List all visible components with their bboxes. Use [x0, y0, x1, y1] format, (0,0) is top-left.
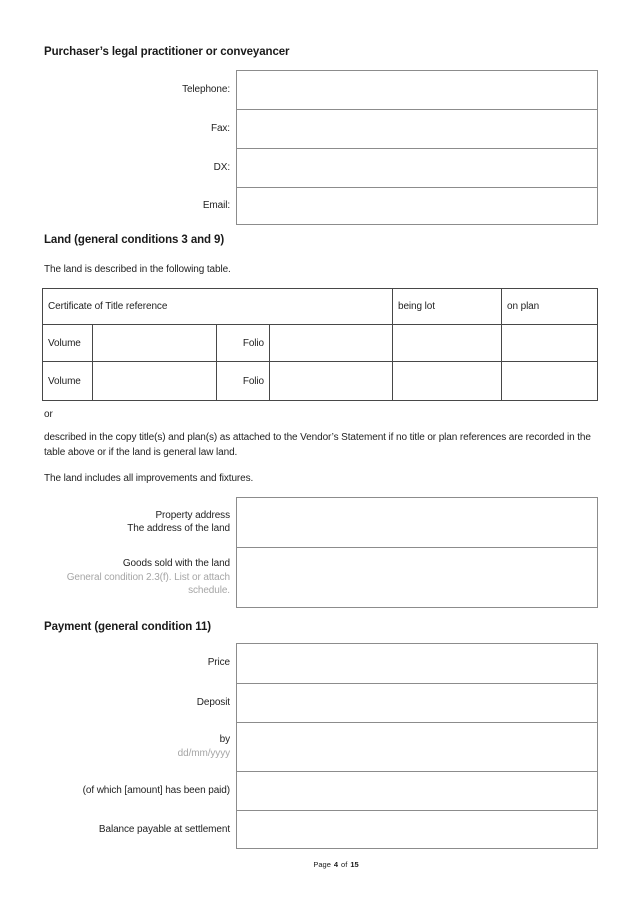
field-row-deposit-by — [0, 722, 598, 771]
land-includes-text: The land includes all improvements and fixtures. — [44, 473, 254, 484]
footer-total-pages: 15 — [350, 860, 359, 869]
property-address-label-line1: Property address — [155, 509, 230, 521]
goods-label: Goods sold with the land — [122, 558, 230, 570]
table-header-title: Certificate of Title reference — [43, 289, 393, 325]
property-address-label-line2: The address of the land — [127, 523, 230, 534]
price-input[interactable] — [236, 643, 598, 683]
being-lot-input-row2[interactable] — [393, 362, 502, 400]
field-row-dx — [0, 148, 598, 187]
practitioner-fieldgroup — [0, 70, 598, 225]
telephone-label: Telephone: — [182, 83, 230, 95]
table-header-on-plan: on plan — [502, 289, 597, 325]
land-title-table — [42, 288, 598, 401]
on-plan-input-row1[interactable] — [502, 325, 597, 362]
land-description-text: described in the copy title(s) and plan(s) as attached to the Vendor’s Statement if no title or plan references are recorded in the table above or if the land is general law land. — [44, 432, 591, 458]
volume-input-row1[interactable] — [93, 325, 217, 362]
field-row-goods — [0, 547, 598, 608]
folio-label-row1: Folio — [217, 325, 270, 362]
property-fieldgroup — [0, 497, 598, 608]
or-text: or — [44, 409, 53, 420]
telephone-input[interactable] — [236, 70, 598, 109]
volume-input-row2[interactable] — [93, 362, 217, 400]
deposit-input[interactable] — [236, 683, 598, 722]
field-row-property-address — [0, 497, 598, 547]
fax-input[interactable] — [236, 109, 598, 148]
land-intro-text: The land is described in the following table. — [44, 264, 231, 275]
goods-input[interactable] — [236, 547, 598, 608]
footer-page-label: Page — [313, 860, 331, 869]
footer-of-label: of — [341, 860, 348, 869]
payment-fieldgroup — [0, 643, 598, 849]
field-row-price — [0, 643, 598, 683]
amount-paid-label: (of which [amount] has been paid) — [82, 784, 230, 796]
footer-page-number: 4 — [333, 860, 339, 869]
section-heading-land: Land (general conditions 3 and 9) — [44, 234, 225, 246]
on-plan-input-row2[interactable] — [502, 362, 597, 400]
amount-paid-input[interactable] — [236, 771, 598, 810]
deposit-by-label-block — [0, 722, 230, 771]
deposit-by-hint: dd/mm/yyyy — [177, 747, 230, 759]
field-row-fax — [0, 109, 598, 148]
property-address-label — [0, 497, 230, 547]
page-footer — [36, 860, 636, 869]
field-row-deposit — [0, 683, 598, 722]
deposit-by-date-input[interactable] — [236, 722, 598, 771]
section-heading-payment: Payment (general condition 11) — [44, 621, 211, 633]
email-input[interactable] — [236, 187, 598, 225]
price-label: Price — [207, 657, 230, 669]
volume-label-row2: Volume — [43, 362, 93, 400]
deposit-label: Deposit — [196, 696, 230, 708]
field-row-balance — [0, 810, 598, 849]
folio-input-row1[interactable] — [270, 325, 393, 362]
dx-input[interactable] — [236, 148, 598, 187]
field-row-telephone — [0, 70, 598, 109]
field-row-email — [0, 187, 598, 225]
being-lot-input-row1[interactable] — [393, 325, 502, 362]
goods-label-block — [0, 547, 230, 608]
folio-input-row2[interactable] — [270, 362, 393, 400]
folio-label-row2: Folio — [217, 362, 270, 400]
property-address-input[interactable] — [236, 497, 598, 547]
email-label: Email: — [202, 200, 230, 212]
goods-hint-text: General condition 2.3(f). List or attach schedule. — [66, 571, 230, 597]
fax-label: Fax: — [210, 122, 230, 134]
table-header-being-lot: being lot — [393, 289, 502, 325]
balance-input[interactable] — [236, 810, 598, 849]
balance-label: Balance payable at settlement — [98, 823, 230, 835]
dx-label: DX: — [213, 161, 230, 173]
volume-label-row1: Volume — [43, 325, 93, 362]
section-heading-practitioner: Purchaser’s legal practitioner or conveyancer — [44, 46, 290, 58]
deposit-by-label: by — [219, 734, 230, 745]
field-row-amount-paid — [0, 771, 598, 810]
